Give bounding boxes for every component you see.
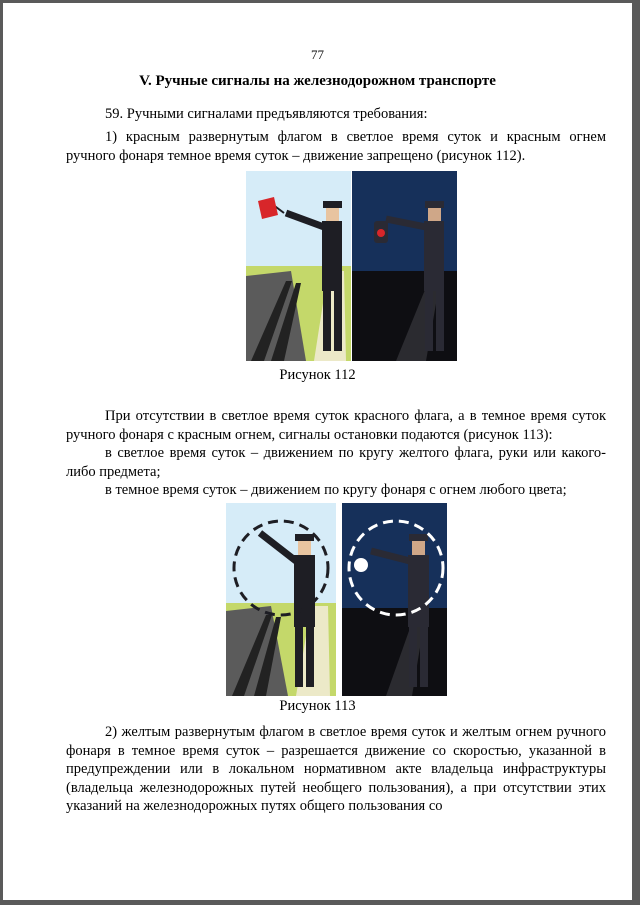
page-number: 77 (311, 47, 324, 62)
paragraph-day-signal: в светлое время суток – движением по кругу желтого флага, руки или какого-либо предмета; (66, 445, 606, 480)
figure-112-caption: Рисунок 112 (279, 367, 356, 383)
document-page (3, 3, 632, 900)
paragraph-item-2: 2) желтым развернутым флагом в светлое время суток и желтым огнем ручного фонаря в темное время суток – разрешается движение со скоростью, указанной в предупреждении или в локальном нормативном акте владельца инфраструктуры (владельца железнодорожных путей необщего пользования), а при отсутствии этих указаний на железнодорожных путях общего пользования со (66, 724, 606, 814)
paragraph-59: 59. Ручными сигналами предъявляются требования: (105, 106, 428, 122)
figure-113-caption: Рисунок 113 (279, 698, 356, 714)
figure-112 (246, 171, 457, 361)
figure-113-day-panel (226, 503, 336, 696)
section-heading: V. Ручные сигналы на железнодорожном транспорте (139, 73, 496, 89)
figure-113-night-panel (342, 503, 447, 696)
figure-112-day-panel (246, 171, 351, 361)
paragraph-item-1: 1) красным развернутым флагом в светлое время суток и красным огнем ручного фонаря темное время суток – движение запрещено (рисунок 112). (66, 129, 606, 164)
figure-113 (226, 503, 447, 696)
lantern-light-icon (354, 558, 368, 572)
figure-112-night-panel (352, 171, 457, 361)
paragraph-absent-flag: При отсутствии в светлое время суток красного флага, а в темное время суток ручного фонаря с красным огнем, сигналы остановки подаются (рисунок 113): (66, 408, 606, 443)
paragraph-night-signal: в темное время суток – движением по кругу фонаря с огнем любого цвета; (105, 482, 567, 498)
